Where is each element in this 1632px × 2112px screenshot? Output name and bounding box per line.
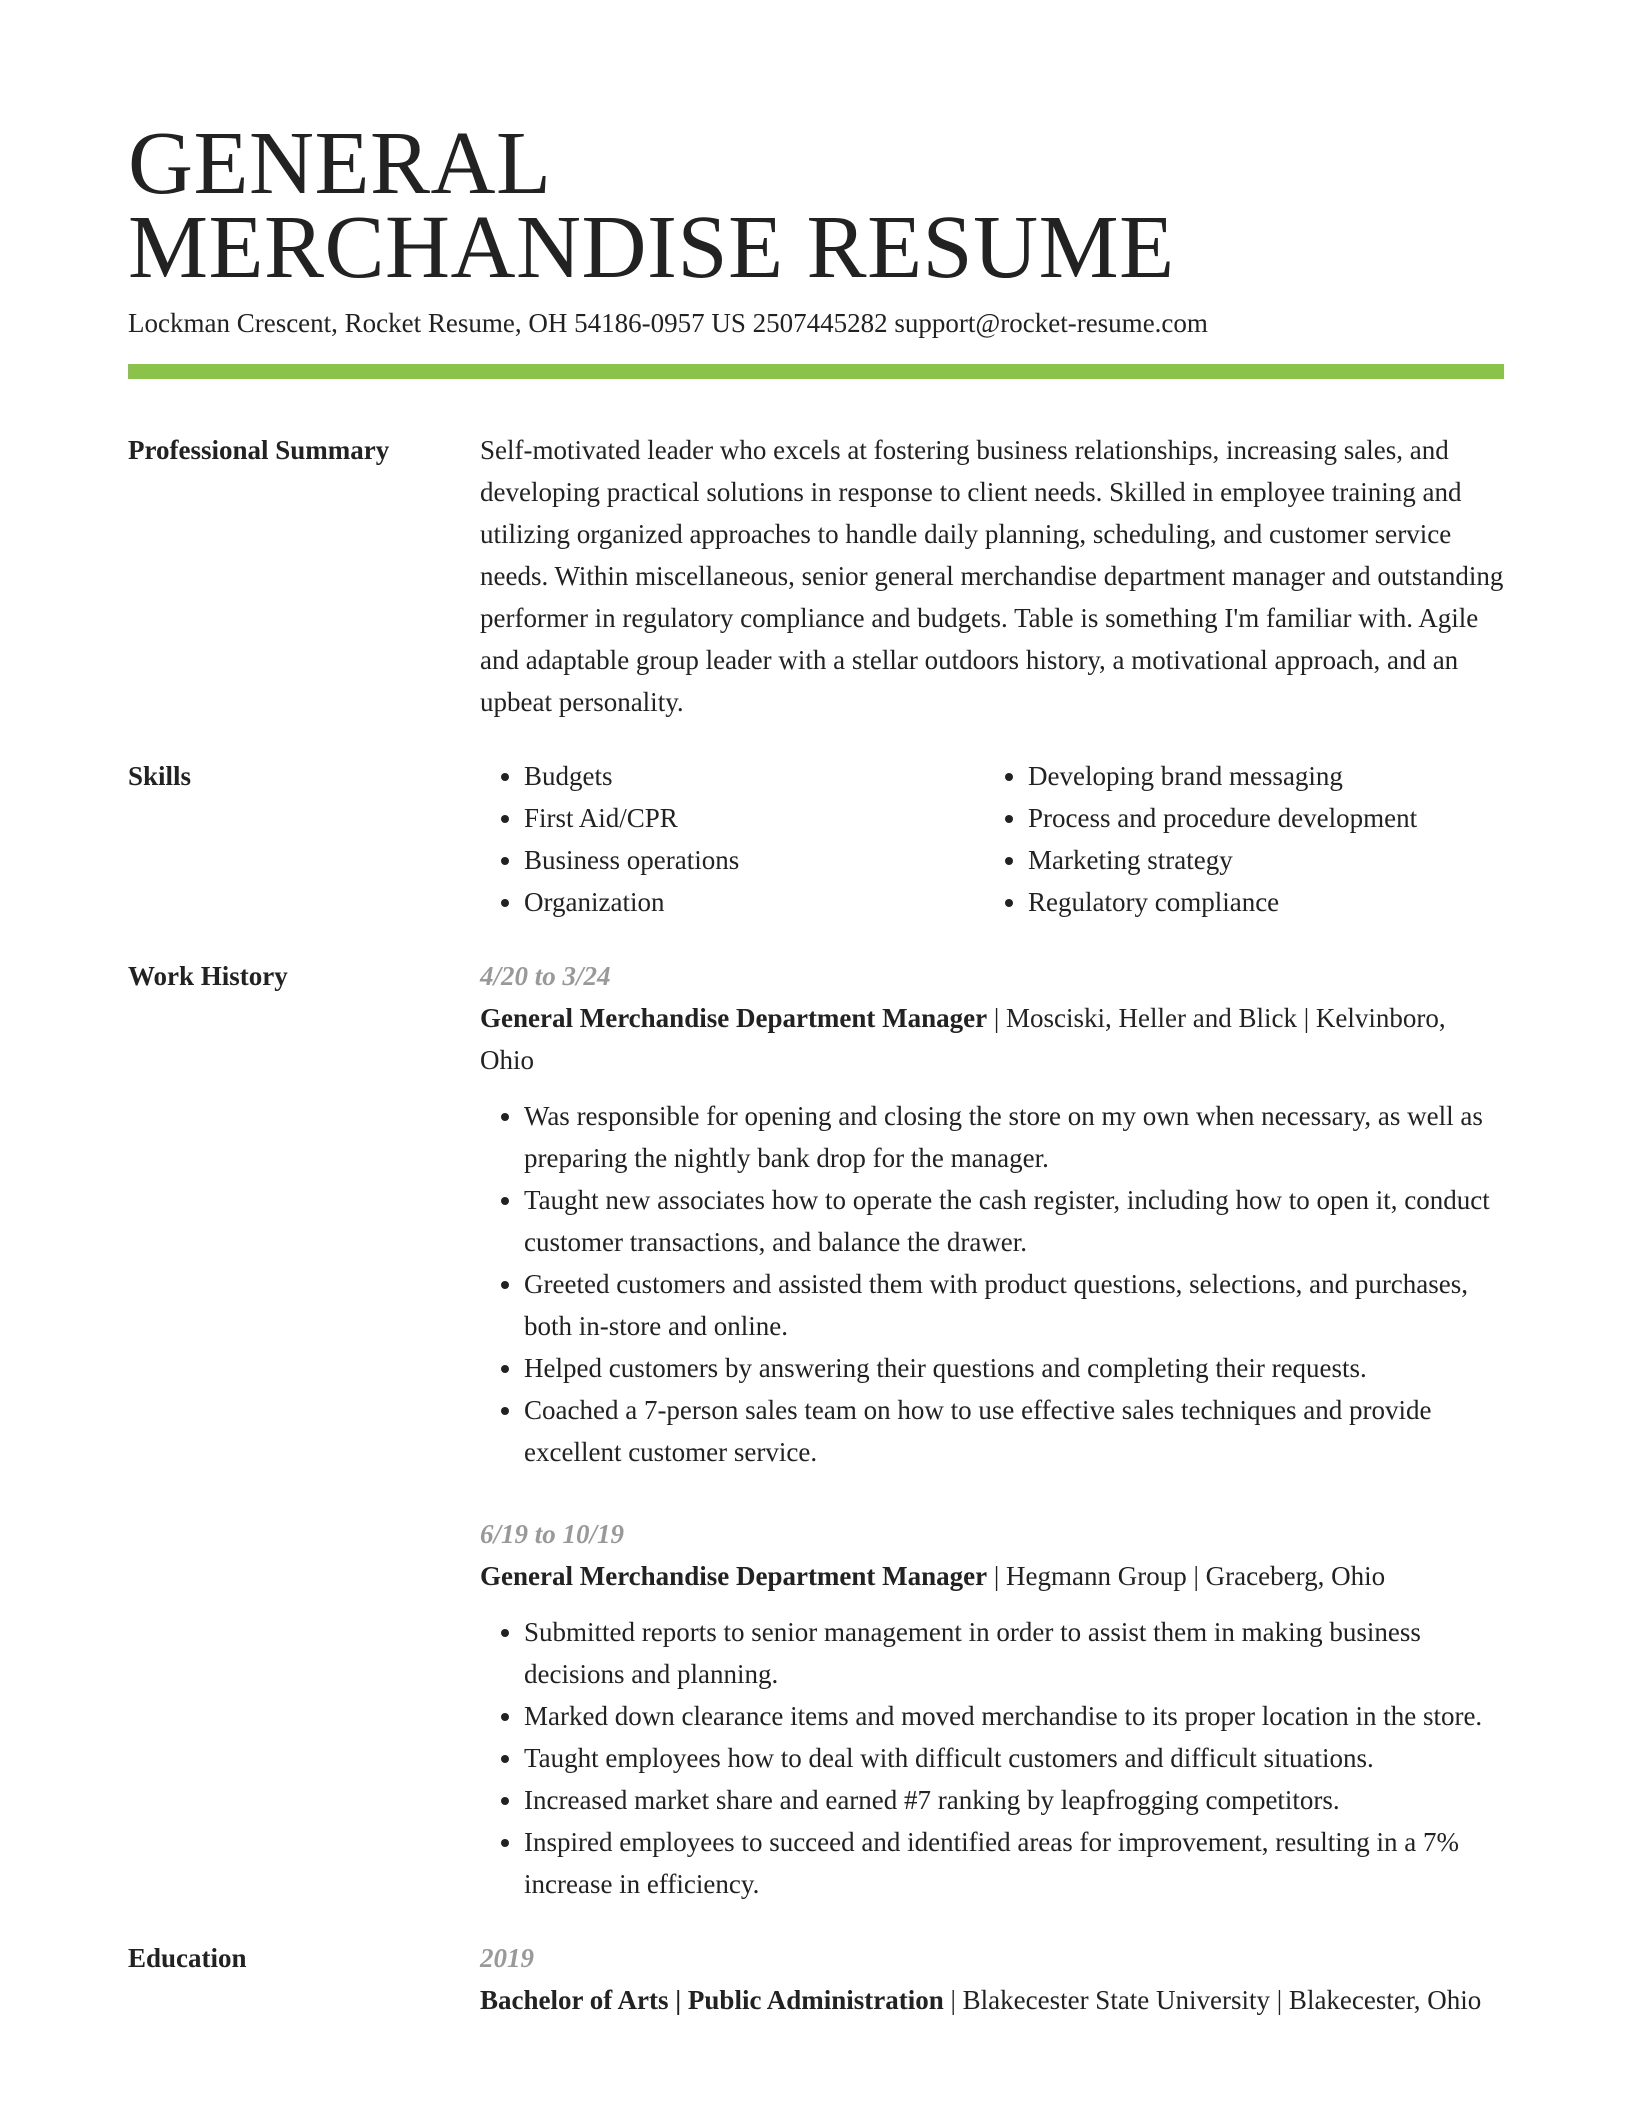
job-bullets xyxy=(480,1611,1504,1905)
skills-column-1 xyxy=(480,755,984,923)
job-title: General Merchandise Department Manager xyxy=(480,1561,988,1591)
skill-item: • Regulatory compliance xyxy=(1028,881,1498,923)
job-details: | Hegmann Group | Graceberg, Ohio xyxy=(987,1561,1386,1591)
job-heading xyxy=(480,997,1504,1081)
summary-section xyxy=(128,429,1504,723)
job-entry xyxy=(480,1513,1504,1905)
summary-text: Self-motivated leader who excels at fostering business relationships, increasing sales, and developing practical solutions in response to client needs. Skilled in employee training and utilizing organized approaches to handle daily planning, scheduling, and customer service needs. Within miscellaneous, senior general merchandise department manager and outstanding performer in regulatory compliance and budgets. Table is something I'm familiar with. Agile and adaptable group leader with a stellar outdoors history, a motivational approach, and an upbeat personality. xyxy=(480,435,1504,717)
resume-title-line-2: MERCHANDISE RESUME xyxy=(128,198,1175,297)
resume-page xyxy=(128,114,1504,2021)
job-dates: 6/19 to 10/19 xyxy=(480,1519,625,1549)
resume-title xyxy=(128,114,1504,297)
job-bullet: • Coached a 7-person sales team on how to use effective sales techniques and provide excellent customer service. xyxy=(524,1389,1504,1473)
education-section xyxy=(128,1937,1504,2021)
education-details: | Blakecester State University | Blakecester, Ohio xyxy=(943,1985,1482,2015)
job-bullet: • Taught new associates how to operate the cash register, including how to open it, conduct customer transactions, and balance the drawer. xyxy=(524,1179,1504,1263)
contact-info: Lockman Crescent, Rocket Resume, OH 54186-0957 US 2507445282 support@rocket-resume.com xyxy=(128,308,1208,338)
job-bullet: • Submitted reports to senior management in order to assist them in making business decisions and planning. xyxy=(524,1611,1504,1695)
job-bullet: • Helped customers by answering their questions and completing their requests. xyxy=(524,1347,1504,1389)
education-heading-line xyxy=(480,1979,1504,2021)
education-degree: Bachelor of Arts | Public Administration xyxy=(480,1985,944,2015)
skills-section xyxy=(128,755,1504,923)
skill-item: • Process and procedure development xyxy=(1028,797,1498,839)
job-dates: 4/20 to 3/24 xyxy=(480,961,611,991)
skill-item: • Organization xyxy=(524,881,984,923)
job-details: | Mosciski, Heller and Blick | Kelvinboro, Ohio xyxy=(480,1003,1446,1075)
education-heading: Education xyxy=(128,1943,247,1973)
skill-item: • Developing brand messaging xyxy=(1028,755,1498,797)
job-bullets xyxy=(480,1095,1504,1473)
skill-item: • First Aid/CPR xyxy=(524,797,984,839)
summary-heading: Professional Summary xyxy=(128,435,390,465)
job-bullet: • Was responsible for opening and closing the store on my own when necessary, as well as preparing the nightly bank drop for the manager. xyxy=(524,1095,1504,1179)
resume-title-line-1: GENERAL xyxy=(128,114,552,213)
job-bullet: • Marked down clearance items and moved merchandise to its proper location in the store. xyxy=(524,1695,1504,1737)
skills-heading: Skills xyxy=(128,761,192,791)
job-bullet: • Greeted customers and assisted them with product questions, selections, and purchases, both in-store and online. xyxy=(524,1263,1504,1347)
job-title: General Merchandise Department Manager xyxy=(480,1003,988,1033)
skill-item: • Business operations xyxy=(524,839,984,881)
education-year: 2019 xyxy=(480,1943,534,1973)
work-history-section xyxy=(128,955,1504,1905)
job-bullet: • Increased market share and earned #7 ranking by leapfrogging competitors. xyxy=(524,1779,1504,1821)
accent-divider xyxy=(128,364,1504,379)
skill-item: • Budgets xyxy=(524,755,984,797)
skill-item: • Marketing strategy xyxy=(1028,839,1498,881)
work-history-body xyxy=(480,955,1504,1905)
job-bullet: • Inspired employees to succeed and identified areas for improvement, resulting in a 7% increase in efficiency. xyxy=(524,1821,1504,1905)
work-history-heading: Work History xyxy=(128,961,288,991)
skills-grid xyxy=(480,755,1504,923)
job-entry xyxy=(480,955,1504,1473)
education-body xyxy=(480,1937,1504,2021)
job-heading xyxy=(480,1555,1504,1597)
skills-column-2 xyxy=(984,755,1498,923)
job-bullet: • Taught employees how to deal with difficult customers and difficult situations. xyxy=(524,1737,1504,1779)
